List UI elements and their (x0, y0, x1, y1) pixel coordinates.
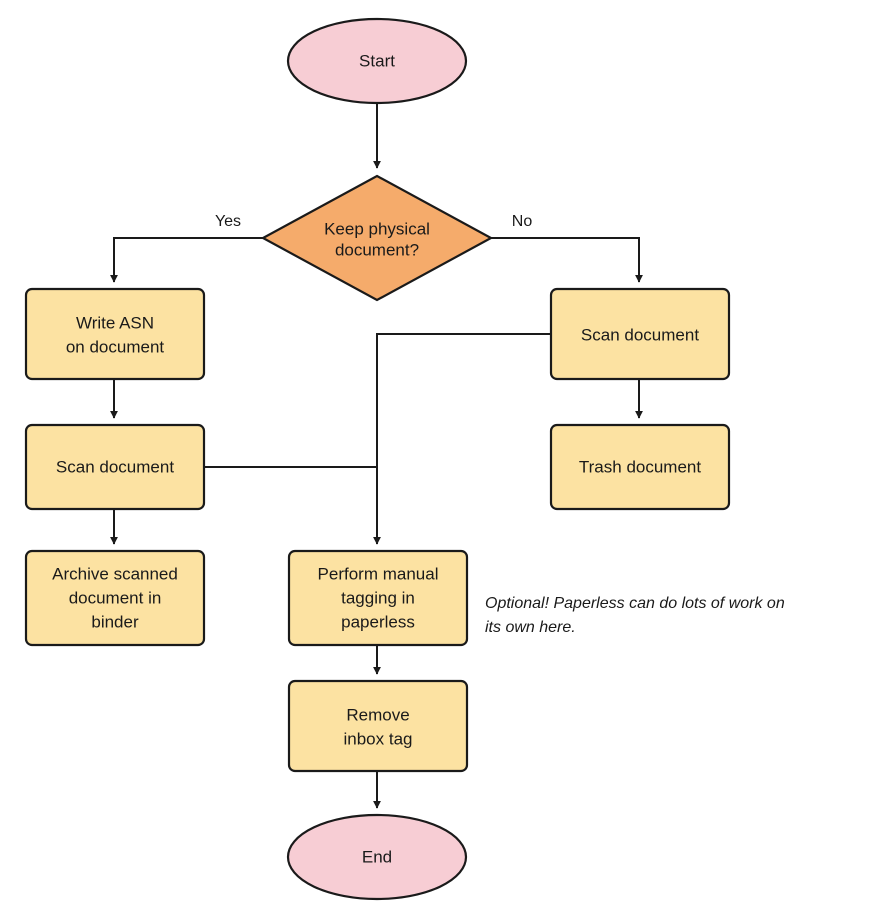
node-tagging-label-line1: Perform manual (317, 564, 439, 584)
optional-note-line2: its own here. (485, 619, 576, 637)
edge-scan2-to-tagging (377, 334, 550, 544)
node-keep-label-line2: document? (334, 240, 420, 260)
node-scan-document-right[interactable] (551, 289, 729, 379)
node-start-label: Start (359, 51, 395, 71)
node-write-asn-label-line1: Write ASN (75, 313, 155, 333)
node-remove-inbox-tag[interactable] (289, 681, 467, 771)
node-end-label: End (361, 847, 393, 867)
edge-label-yes: Yes (214, 213, 242, 231)
node-archive-scanned-document[interactable] (26, 551, 204, 645)
edge-keep-to-writeasn (114, 238, 263, 282)
optional-note-line1: Optional! Paperless can do lots of work on (485, 595, 785, 613)
node-write-asn-shape (26, 289, 204, 379)
node-archive-label-line1: Archive scanned (52, 564, 178, 584)
node-archive-label-line2: document in (68, 588, 162, 608)
node-write-asn-label-line2: on document (65, 337, 165, 357)
node-start[interactable] (288, 19, 466, 103)
node-archive-label-line3: binder (91, 612, 139, 632)
node-tagging-label-line3: paperless (341, 612, 415, 632)
optional-note (485, 595, 785, 636)
node-end[interactable] (288, 815, 466, 899)
edge-keep-to-scan2 (491, 238, 639, 282)
node-scan-left-label: Scan document (55, 457, 175, 477)
node-remove-tag-label-line2: inbox tag (343, 729, 413, 749)
node-remove-tag-shape (289, 681, 467, 771)
node-perform-manual-tagging[interactable] (289, 551, 467, 645)
node-trash-document[interactable] (551, 425, 729, 509)
node-scan-document-left[interactable] (26, 425, 204, 509)
node-tagging-label-line2: tagging in (341, 588, 415, 608)
node-trash-label: Trash document (578, 457, 702, 477)
node-write-asn[interactable] (26, 289, 204, 379)
edge-label-no: No (511, 213, 533, 231)
node-remove-tag-label-line1: Remove (346, 705, 410, 725)
node-scan-right-label: Scan document (580, 325, 700, 345)
node-keep-label-line1: Keep physical (324, 219, 430, 239)
node-keep-physical-document[interactable] (263, 176, 491, 300)
